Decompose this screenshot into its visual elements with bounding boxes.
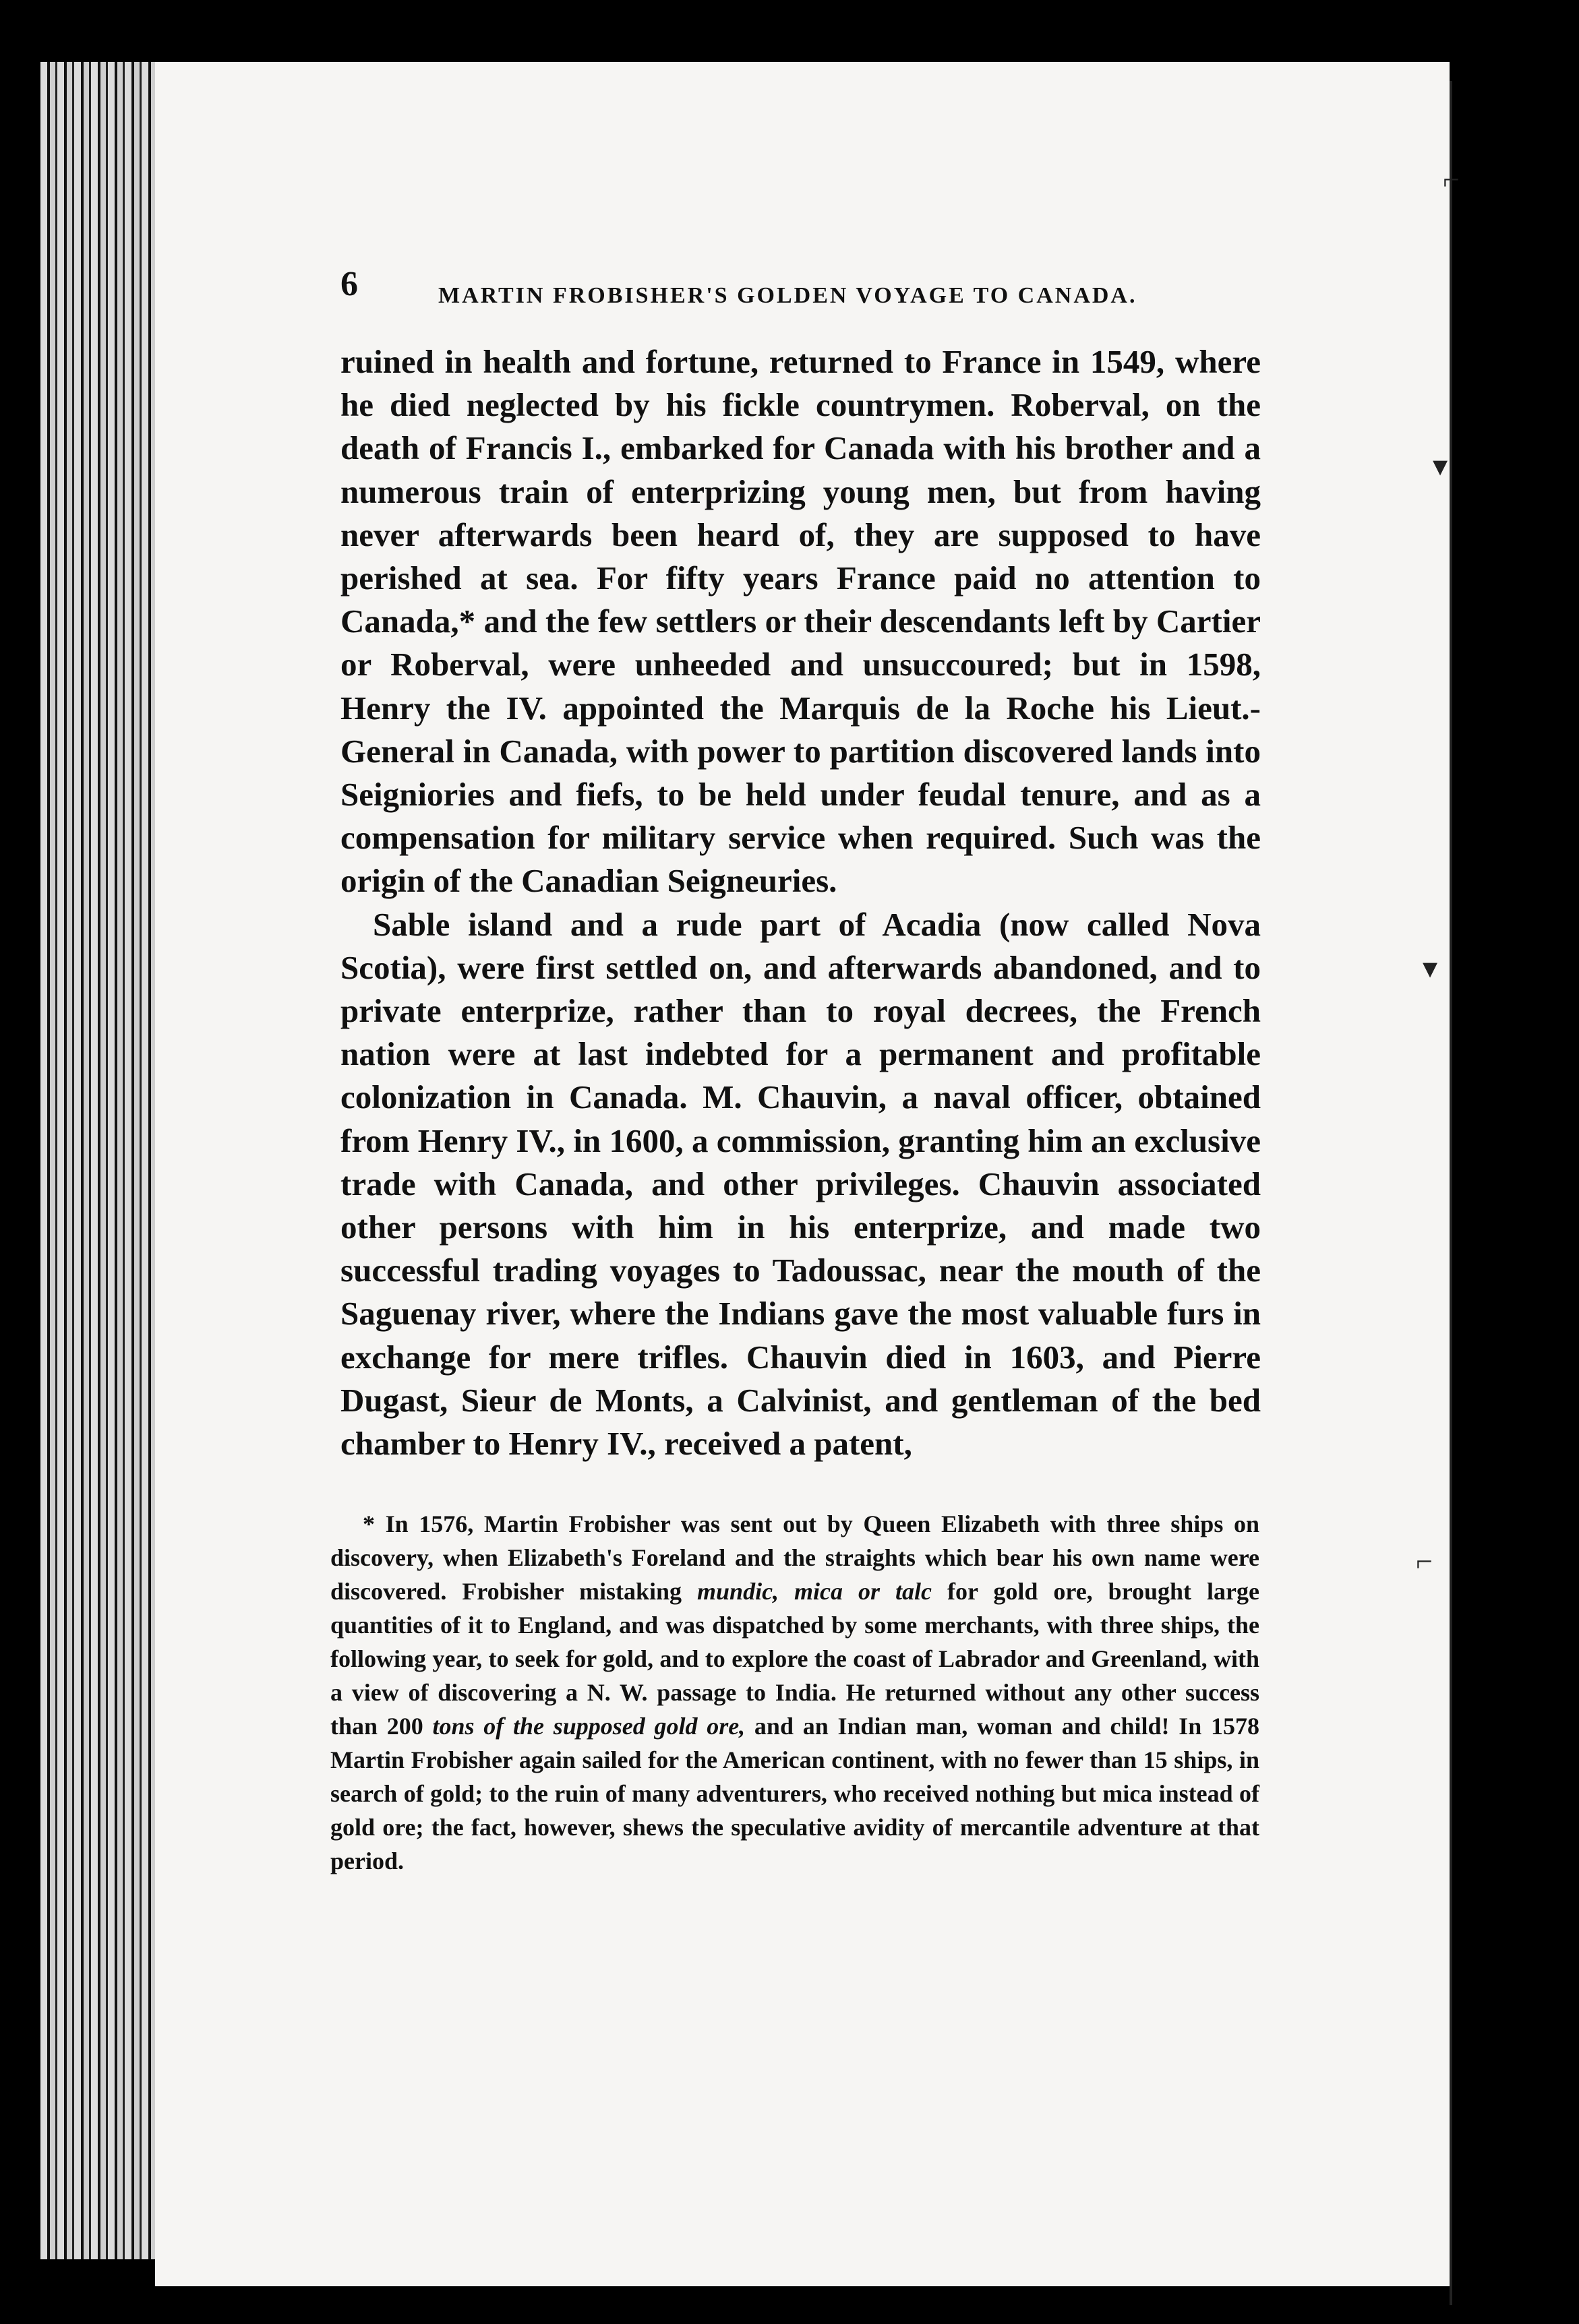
footnote-text: and an Indian man, woman and child! In 1578 Martin Frobisher again sailed for the American continent, with no fewer than 15 ships, in search of gold; to the ruin of many adventurers, who received nothing but mica instead of gold ore; the fact, however, shews the speculative avidity of mercantile adventure at that period. <box>330 1713 1259 1874</box>
page-number: 6 <box>340 265 358 303</box>
margin-arrow-icon: ▾ <box>1423 952 1438 985</box>
footnote <box>330 1507 1259 1878</box>
footnote-italic-text: mundic, mica or talc <box>697 1578 932 1605</box>
footnote-text: * In 1576, Martin Frobisher was sent out by Queen Elizabeth with three ships on discovery, when Elizabeth's Foreland and the straights which bear his own name were discovered. Frobisher mistaking <box>330 1510 1259 1605</box>
paragraph: Sable island and a rude part of Acadia (now called Nova Scotia), were first settled on, and afterwards abandoned, and to private enterprize, rather than to royal decrees, the French nation were at last indebted for a permanent and profitable colonization in Canada. M. Chauvin, a naval officer, obtained from Henry IV., in 1600, a commission, granting him an exclusive trade with Canada, and other privileges. Chauvin associated other persons with him in his enterprize, and made two successful trading voyages to Tadoussac, near the mouth of the Saguenay river, where the Indians gave the most valuable furs in exchange for mere trifles. Chauvin died in 1603, and Pierre Dugast, Sieur de Monts, a Calvinist, and gentleman of the bed chamber to Henry IV., received a patent, <box>340 905 1261 1463</box>
paragraph: ruined in health and fortune, returned to France in 1549, where he died neglected by his fickle countrymen. Roberval, on the death of Francis I., embarked for Canada with his brother and a numerous train of enterprizing young men, but from having never afterwards been heard of, they are supposed to have perished at sea. For fifty years France paid no attention to Canada,* and the few settlers or their descendants left by Cartier or Roberval, were unheeded and unsuccoured; but in 1598, Henry the IV. appointed the Marquis de la Roche his Lieut.-General in Canada, with power to partition discovered lands into Seigniories and fiefs, to be held under feudal tenure, and as a compensation for military service when required. Such was the origin of the Canadian Seigneuries. <box>340 343 1261 900</box>
footnote-text: for gold ore, brought large quantities of it to England, and was dispatched by some merchants, with three ships, the following year, to seek for gold, and to explore the coast of Labrador and Greenland, with a view of discovering a N. W. passage to India. He returned without any other success than 200 <box>330 1578 1260 1740</box>
margin-arrow-icon: ▾ <box>1433 450 1448 483</box>
scan-border <box>1450 27 1579 2305</box>
margin-tick-icon: ⌐ <box>1416 1545 1433 1578</box>
gutter-rule <box>1450 81 1452 2305</box>
main-text <box>340 340 1261 1465</box>
running-title: MARTIN FROBISHER'S GOLDEN VOYAGE TO CANADA. <box>438 283 1137 308</box>
book-page-edges <box>40 62 155 2259</box>
footnote-italic-text: tons of the supposed gold ore, <box>432 1713 746 1740</box>
margin-tick-icon: ⌐ <box>1443 163 1460 196</box>
